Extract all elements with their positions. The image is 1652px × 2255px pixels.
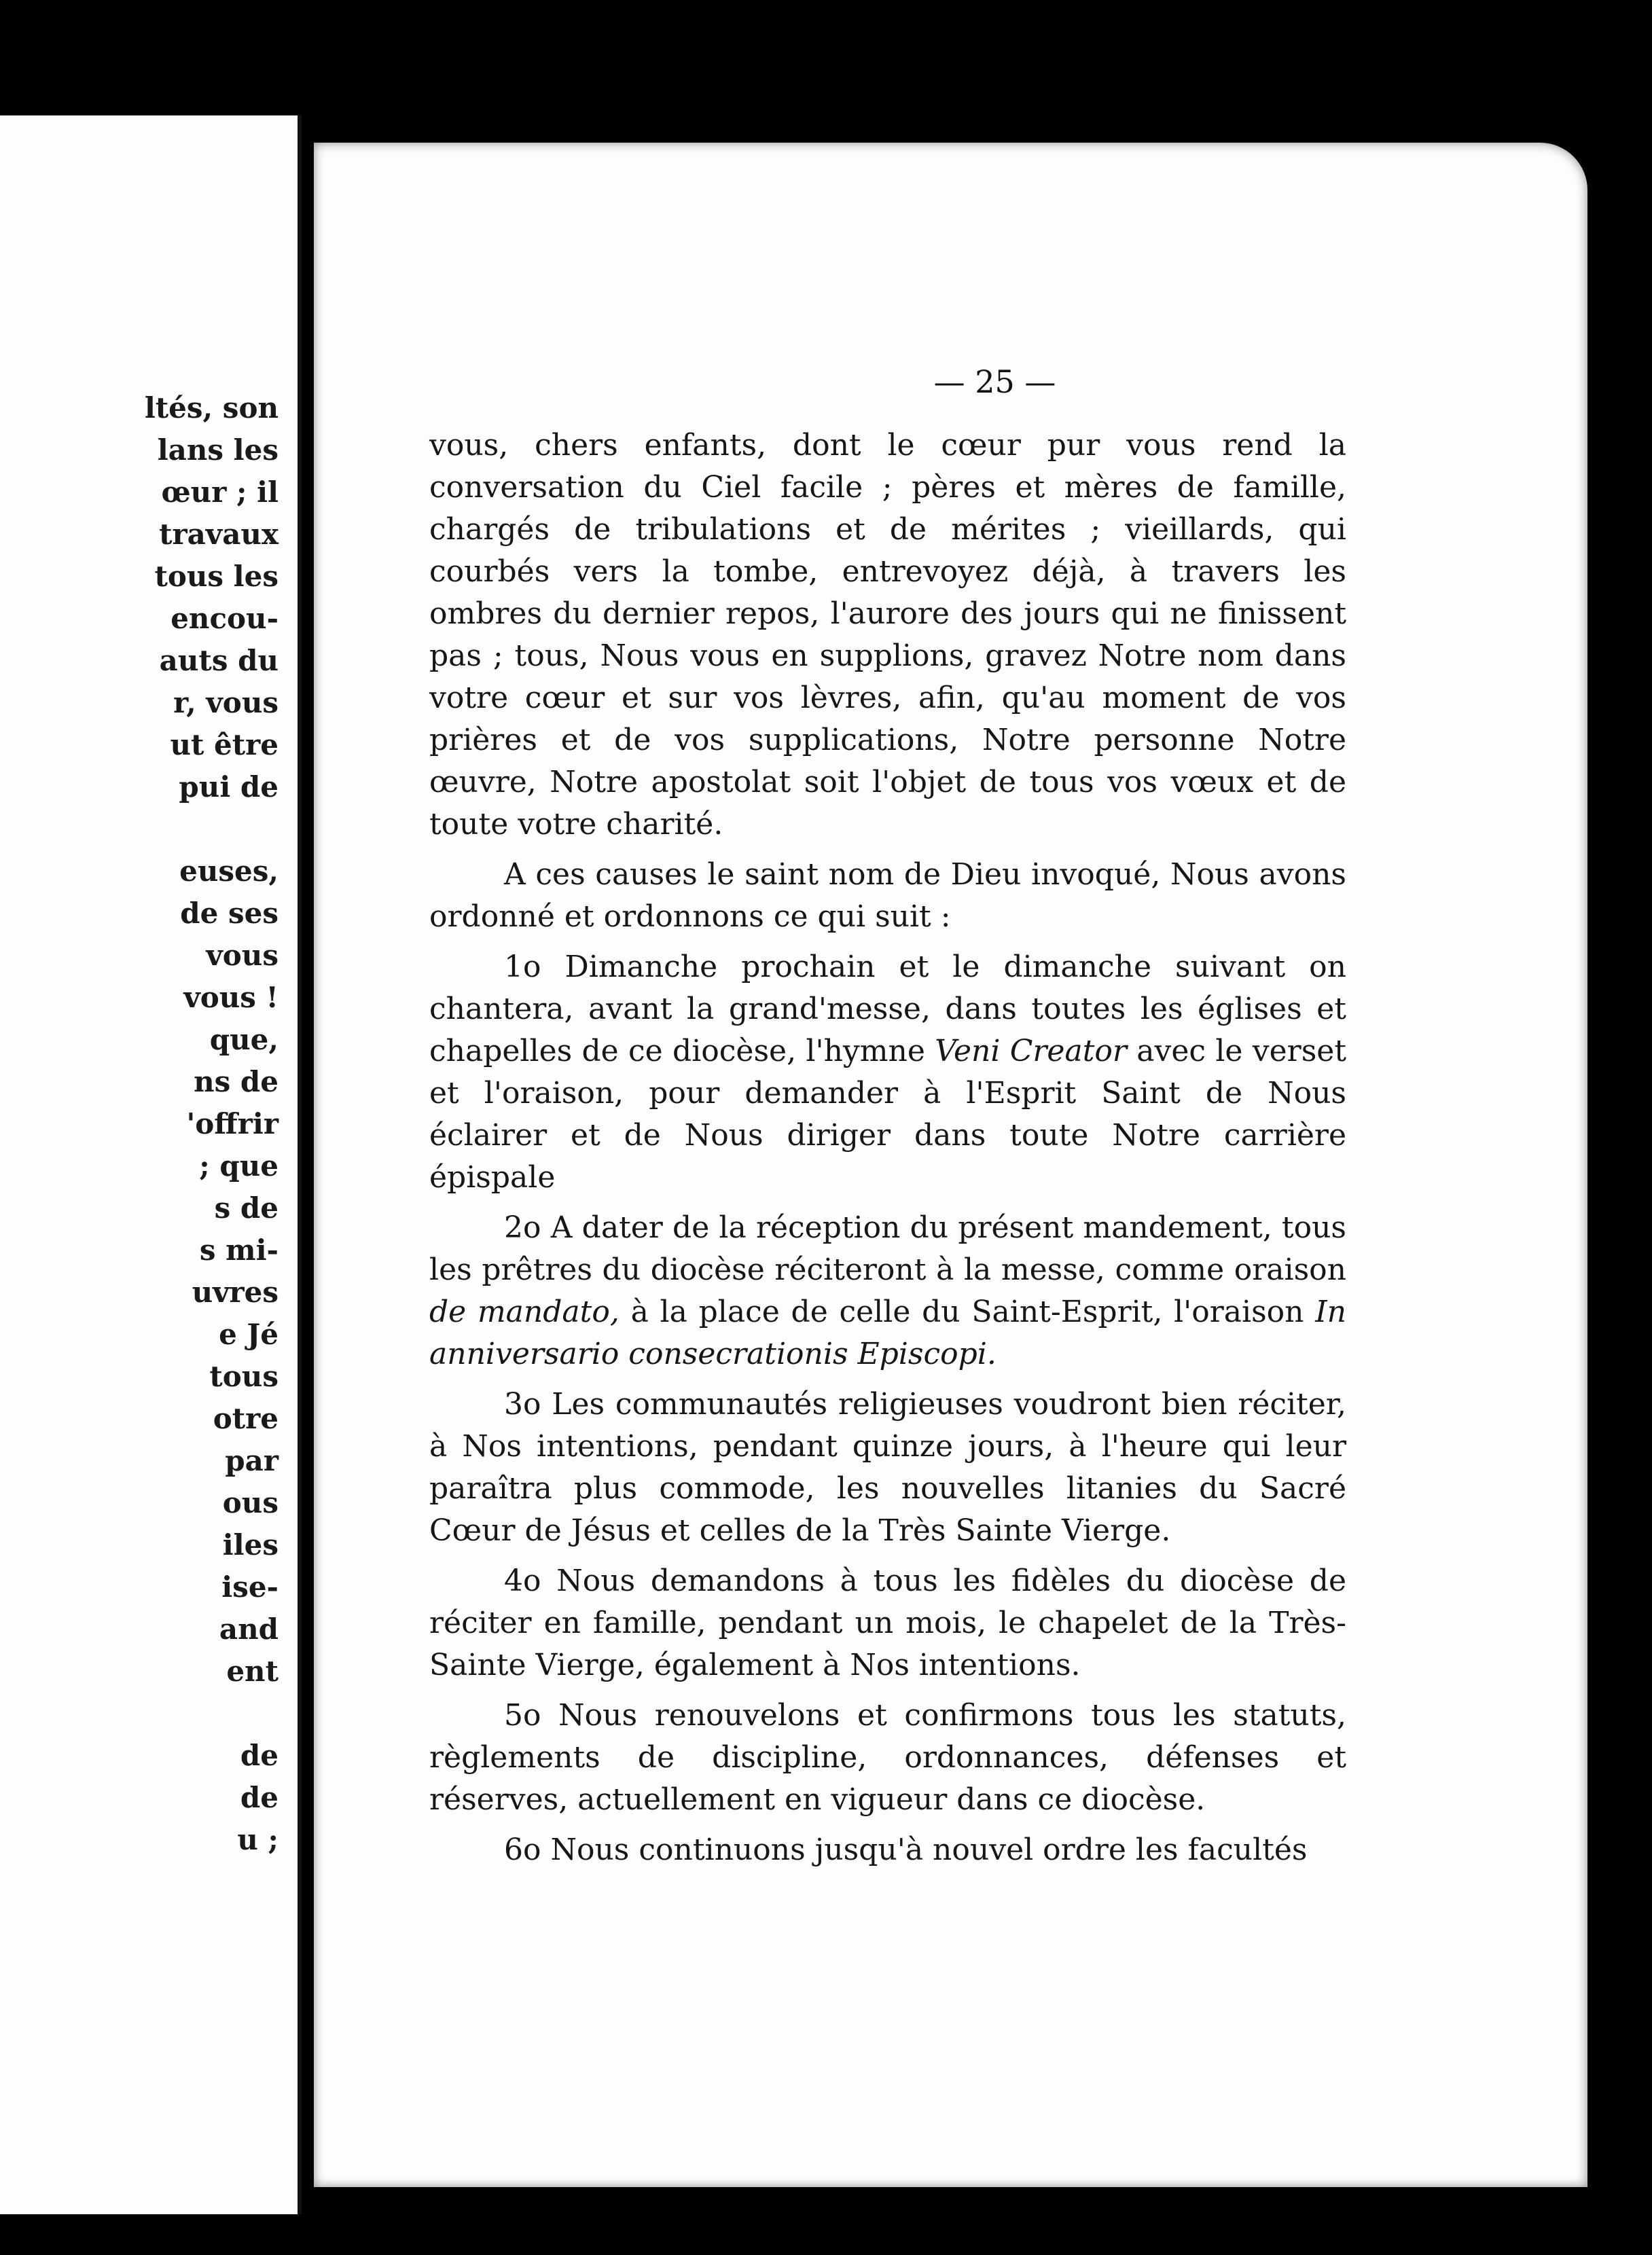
- left-page-line: ns de: [194, 1065, 279, 1098]
- left-page-line: s de: [214, 1191, 279, 1225]
- left-page-line: ise-: [221, 1570, 279, 1604]
- left-page-line: de: [240, 1781, 279, 1814]
- left-page-line: u ;: [237, 1823, 279, 1856]
- italic-run: de mandato,: [429, 1295, 620, 1329]
- left-page-line: par: [225, 1444, 279, 1477]
- left-page-line: ltés, son: [144, 391, 279, 425]
- left-page-line: 'offrir: [186, 1107, 279, 1140]
- left-page-text: [75, 387, 279, 1861]
- left-page-line: de ses: [180, 897, 279, 930]
- left-page-line: travaux: [159, 518, 279, 551]
- left-page-line: ; que: [199, 1149, 279, 1183]
- paragraph-article-3: 3o Les communautés religieuses voudront bien réciter, à Nos intentions, pendant quinze jours, à l'heure qui leur paraîtra plus commode, les nouvelles litanies du Sacré Cœur de Jésus et celles de la Très Sainte Vierge.: [429, 1387, 1346, 1548]
- left-page-line: s mi-: [199, 1233, 279, 1267]
- text-run: 1o Dimanche prochain et le dimanche suivant on chantera, avant la grand'messe, dans toutes les églises et chapelles de ce diocèse, l'hymne: [429, 950, 1346, 1068]
- left-page-line: e Jé: [219, 1318, 279, 1351]
- left-page-line: que,: [209, 1023, 279, 1056]
- left-page-line: r, vous: [173, 686, 279, 719]
- paragraph-article-4: 4o Nous demandons à tous les fidèles du diocèse de réciter en famille, pendant un mois, le chapelet de la Très-Sainte Vierge, également à Nos intentions.: [429, 1564, 1346, 1682]
- left-page-line: vous !: [183, 981, 279, 1014]
- body-text: [429, 425, 1346, 1879]
- left-page-line: vous: [206, 939, 279, 972]
- text-run: avec le verset et l'oraison, pour demander à l'Esprit Saint de Nous éclairer et de Nous diriger dans toute Notre carrière épispale: [429, 1034, 1347, 1195]
- left-page-line: otre: [213, 1402, 279, 1435]
- paragraph-causes: A ces causes le saint nom de Dieu invoqué, Nous avons ordonné et ordonnons ce qui suit :: [429, 857, 1346, 934]
- text-run: 2o A dater de la réception du présent mandement, tous les prêtres du diocèse réciteront à la messe, comme oraison: [429, 1210, 1346, 1287]
- left-page-line: de: [240, 1739, 279, 1772]
- paragraph-article-5: 5o Nous renouvelons et confirmons tous les statuts, règlements de discipline, ordonnances, défenses et réserves, actuellement en vigueur dans ce diocèse.: [429, 1698, 1346, 1817]
- italic-run: Veni Creator: [935, 1034, 1127, 1068]
- left-page-line: and: [219, 1612, 279, 1646]
- left-page-line: [75, 1693, 279, 1735]
- left-page-fragment: [0, 115, 302, 2214]
- left-page-line: uvres: [192, 1276, 279, 1309]
- paragraph-article-1: [429, 946, 1346, 1199]
- paragraph-article-2: [429, 1207, 1346, 1375]
- text-run: à la place de celle du Saint-Esprit, l'oraison: [619, 1295, 1316, 1329]
- left-page-line: ous: [222, 1486, 279, 1519]
- left-page-line: encou-: [170, 602, 279, 635]
- left-page-line: ut être: [170, 728, 279, 761]
- left-page-line: lans les: [157, 433, 279, 467]
- left-page-line: œur ; il: [161, 475, 279, 509]
- left-page-line: auts du: [159, 644, 279, 677]
- paragraph-article-6: 6o Nous continuons jusqu'à nouvel ordre les facultés: [504, 1833, 1308, 1867]
- italic-run: In anniversario consecrationis Episcopi.: [429, 1295, 1346, 1371]
- paragraph-intro: vous, chers enfants, dont le cœur pur vous rend la conversation du Ciel facile ; pères et mères de famille, chargés de tribulations et de mérites ; vieillards, qui courbés vers la tombe, entrevoyez déjà, à travers les ombres du dernier repos, l'aurore des jours qui ne finissent pas ; tous, Nous vous en supplions, gravez Notre nom dans votre cœur et sur vos lèvres, afin, qu'au moment de vos prières et de vos supplications, Notre personne Notre œuvre, Notre apostolat soit l'objet de tous vos vœux et de toute votre charité.: [429, 428, 1346, 842]
- right-page: [314, 143, 1587, 2187]
- left-page-line: tous: [209, 1360, 279, 1393]
- page-number: — 25 —: [933, 363, 1056, 400]
- left-page-line: ent: [226, 1655, 279, 1688]
- left-page-line: [75, 808, 279, 850]
- left-page-line: tous les: [154, 560, 279, 593]
- left-page-line: pui de: [179, 770, 279, 804]
- left-page-line: iles: [222, 1528, 279, 1562]
- left-page-line: euses,: [179, 854, 279, 888]
